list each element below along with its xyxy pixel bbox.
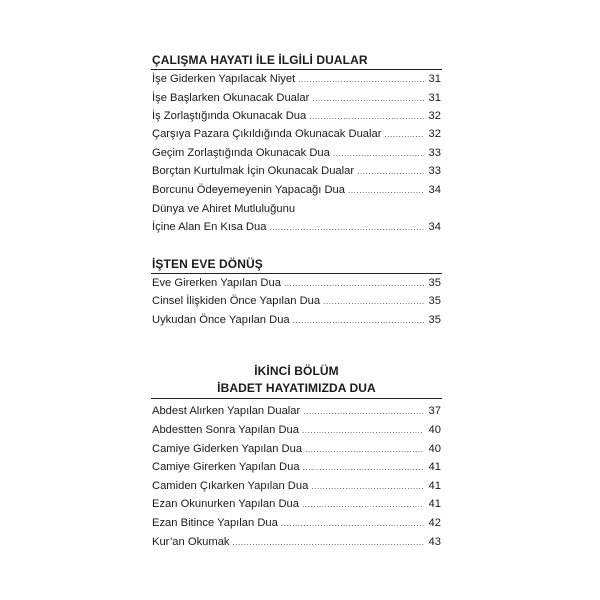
toc-entry-page: 43: [428, 536, 441, 548]
dot-leader: [302, 497, 424, 513]
toc-entry[interactable]: [152, 478, 441, 494]
toc-entry-page: 40: [428, 424, 441, 436]
toc-entry-title-line2: İçine Alan En Kısa Dua: [152, 221, 267, 233]
toc-entry-title: Ezan Bitince Yapılan Dua: [152, 517, 278, 529]
dot-leader: [312, 91, 424, 107]
toc-entry[interactable]: [152, 403, 441, 419]
toc-entry[interactable]: [152, 163, 441, 179]
toc-entry-page: 41: [428, 498, 441, 510]
toc-entry-page: 31: [428, 73, 441, 85]
dot-leader: [323, 294, 424, 310]
section-divider: [151, 69, 442, 70]
toc-entry-title: Abdest Alırken Yapılan Dualar: [152, 405, 301, 417]
toc-entry-title: Ezan Okunurken Yapılan Dua: [152, 498, 299, 510]
toc-entry-page: 42: [428, 517, 441, 529]
toc-entry-page: 35: [428, 277, 441, 289]
toc-entry-page: 35: [428, 295, 441, 307]
toc-entry-title: Camiye Giderken Yapılan Dua: [152, 443, 303, 455]
dot-leader: [348, 183, 424, 199]
toc-entry-page: 33: [428, 147, 441, 159]
toc-entry[interactable]: [152, 459, 441, 475]
toc-entry[interactable]: [152, 90, 441, 106]
toc-entry-page: 34: [428, 184, 441, 196]
toc-entry-page: 33: [428, 165, 441, 177]
toc-entry-page: 41: [428, 480, 441, 492]
toc-entry-page: 37: [428, 405, 441, 417]
toc-entry-title: Camiden Çıkarken Yapılan Dua: [152, 480, 309, 492]
toc-entry-page: 35: [428, 314, 441, 326]
dot-leader: [284, 276, 424, 292]
dot-leader: [303, 460, 424, 476]
toc-entry-title: Uykudan Önce Yapılan Dua: [152, 314, 290, 326]
toc-entry-title: İş Zorlaştığında Okunacak Dua: [152, 110, 307, 122]
toc-entry-page: 40: [428, 443, 441, 455]
dot-leader: [311, 479, 424, 495]
section-heading-work-life: ÇALIŞMA HAYATI İLE İLGİLİ DUALAR: [152, 53, 368, 67]
toc-entry-page: 41: [428, 461, 441, 473]
toc-entry[interactable]: [152, 293, 441, 309]
dot-leader: [269, 220, 424, 236]
dot-leader: [302, 423, 424, 439]
section-divider: [151, 398, 442, 399]
toc-entry-title: Kur’an Okumak: [152, 536, 230, 548]
dot-leader: [233, 535, 424, 551]
toc-entry-page: 31: [428, 92, 441, 104]
toc-entry-title: İşe Başlarken Okunacak Dualar: [152, 92, 310, 104]
toc-entry[interactable]: [152, 108, 441, 124]
toc-entry[interactable]: [152, 422, 441, 438]
toc-entry-title: Geçim Zorlaştığında Okunacak Dua: [152, 147, 330, 159]
toc-entry[interactable]: [152, 441, 441, 457]
toc-entry[interactable]: [152, 71, 441, 87]
toc-entry[interactable]: [152, 312, 441, 328]
toc-entry[interactable]: [152, 145, 441, 161]
dot-leader: [305, 442, 424, 458]
toc-entry[interactable]: [152, 496, 441, 512]
toc-entry[interactable]: [152, 126, 441, 142]
dot-leader: [303, 404, 424, 420]
dot-leader: [333, 146, 424, 162]
toc-entry-title: Borcunu Ödeyemeyenin Yapacağı Dua: [152, 184, 346, 196]
dot-leader: [357, 164, 424, 180]
toc-entry-title: Cinsel İlişkiden Önce Yapılan Dua: [152, 295, 321, 307]
dot-leader: [293, 313, 424, 329]
toc-entry[interactable]: [152, 534, 441, 550]
toc-entry[interactable]: [152, 515, 441, 531]
toc-entry-title-line1[interactable]: Dünya ve Ahiret Mutluluğunu: [152, 203, 296, 215]
toc-entry[interactable]: [152, 219, 441, 235]
section-heading-return-home: İŞTEN EVE DÖNÜŞ: [152, 257, 263, 271]
toc-entry-title: Camiye Girerken Yapılan Dua: [152, 461, 300, 473]
toc-entry-title: Borçtan Kurtulmak İçin Okunacak Dualar: [152, 165, 355, 177]
dot-leader: [309, 109, 424, 125]
section-divider: [151, 273, 442, 274]
toc-entry-title: Eve Girerken Yapılan Dua: [152, 277, 281, 289]
toc-entry-title: Çarşıya Pazara Çıkıldığında Okunacak Dualar: [152, 128, 382, 140]
toc-entry[interactable]: [152, 182, 441, 198]
toc-entry-page: 32: [428, 128, 441, 140]
toc-entry-page: 34: [428, 221, 441, 233]
dot-leader: [281, 516, 424, 532]
toc-entry[interactable]: [152, 275, 441, 291]
toc-entry-title: İşe Giderken Yapılacak Niyet: [152, 73, 296, 85]
toc-entry-page: 32: [428, 110, 441, 122]
dot-leader: [384, 127, 424, 143]
toc-entry-title: Abdestten Sonra Yapılan Dua: [152, 424, 299, 436]
part-heading-worship: İBADET HAYATIMIZDA DUA: [217, 381, 376, 395]
part-label: İKİNCİ BÖLÜM: [254, 364, 339, 378]
dot-leader: [298, 72, 424, 88]
